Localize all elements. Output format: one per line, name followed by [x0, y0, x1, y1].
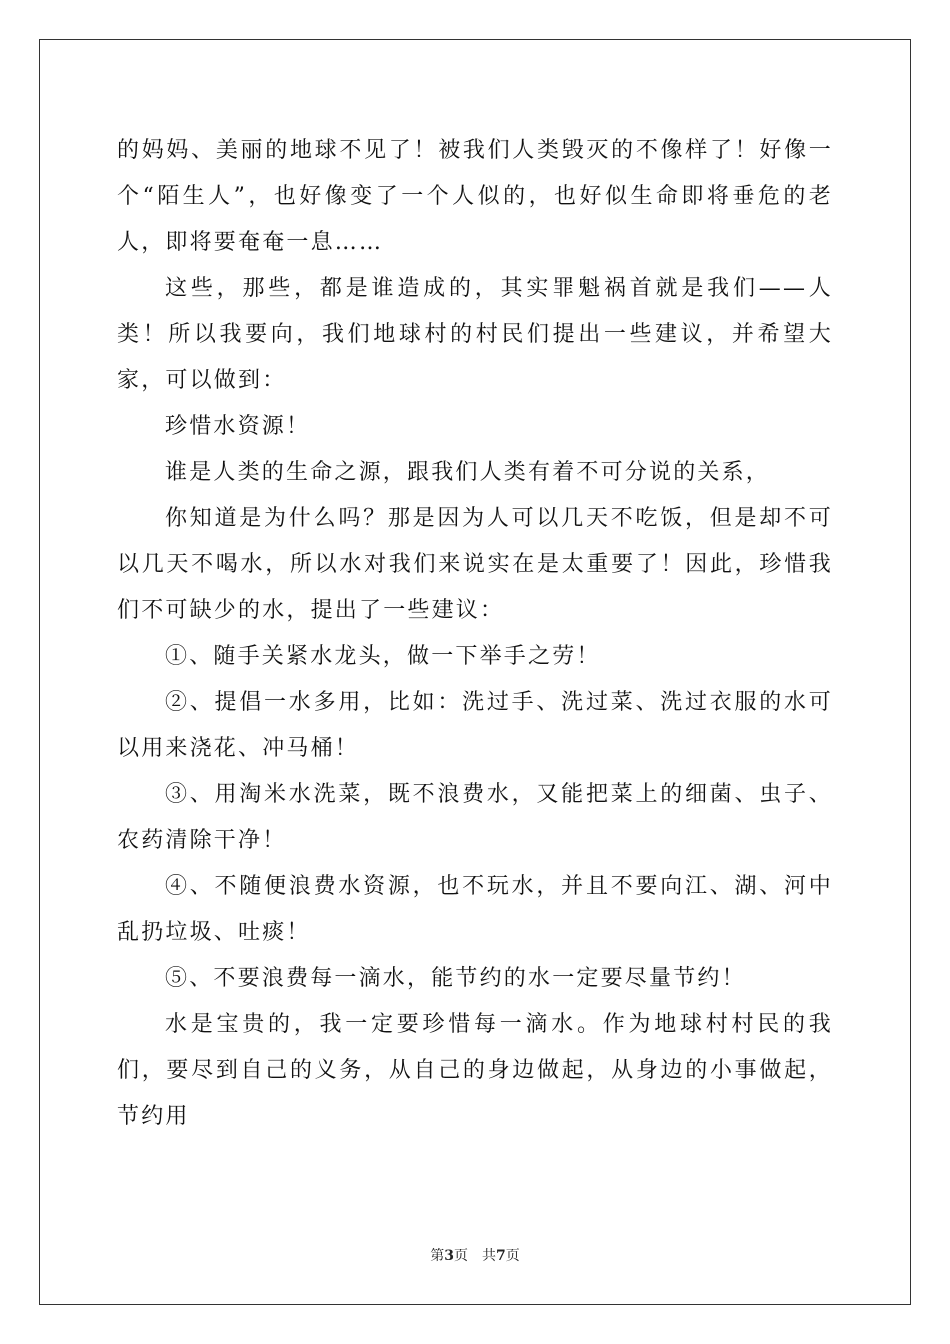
list-item: ④、不随便浪费水资源，也不玩水，并且不要向江、湖、河中乱扔垃圾、吐痰！	[117, 874, 833, 945]
total-suffix: 页	[505, 1248, 520, 1264]
paragraph: 你知道是为什么吗？那是因为人可以几天不吃饭，但是却不可以几天不喝水，所以水对我们来说实在是太重要了！因此，珍惜我们不可缺少的水，提出了一些建议：	[117, 506, 833, 623]
paragraph: 谁是人类的生命之源，跟我们人类有着不可分说的关系，	[165, 460, 771, 485]
paragraph: 这些，那些，都是谁造成的，其实罪魁祸首就是我们——人类！所以我要向，我们地球村的村民们提出一些建议，并希望大家，可以做到：	[117, 276, 833, 393]
page-current: 3	[444, 1248, 454, 1264]
paragraph: 珍惜水资源！	[165, 414, 311, 439]
list-item: ⑤、不要浪费每一滴水，能节约的水一定要尽量节约！	[165, 966, 746, 991]
document-body	[117, 128, 833, 1140]
total-prefix: 共	[482, 1248, 496, 1264]
page-total: 7	[496, 1248, 506, 1264]
list-item: ②、提倡一水多用，比如：洗过手、洗过菜、洗过衣服的水可以用来浇花、冲马桶！	[117, 690, 833, 761]
list-item: ①、随手关紧水龙头，做一下举手之劳！	[165, 644, 601, 669]
list-item: ③、用淘米水洗菜，既不浪费水，又能把菜上的细菌、虫子、农药清除干净！	[117, 782, 833, 853]
paragraph: 的妈妈、美丽的地球不见了！被我们人类毁灭的不像样了！好像一个“陌生人”，也好像变了一个人似的，也好似生命即将垂危的老人，即将要奄奄一息……	[117, 138, 833, 255]
page-footer	[0, 1246, 950, 1266]
page-prefix: 第	[430, 1248, 445, 1264]
paragraph: 水是宝贵的，我一定要珍惜每一滴水。作为地球村村民的我们，要尽到自己的义务，从自己的身边做起，从身边的小事做起，节约用	[117, 1012, 833, 1129]
page-suffix: 页	[454, 1248, 468, 1264]
